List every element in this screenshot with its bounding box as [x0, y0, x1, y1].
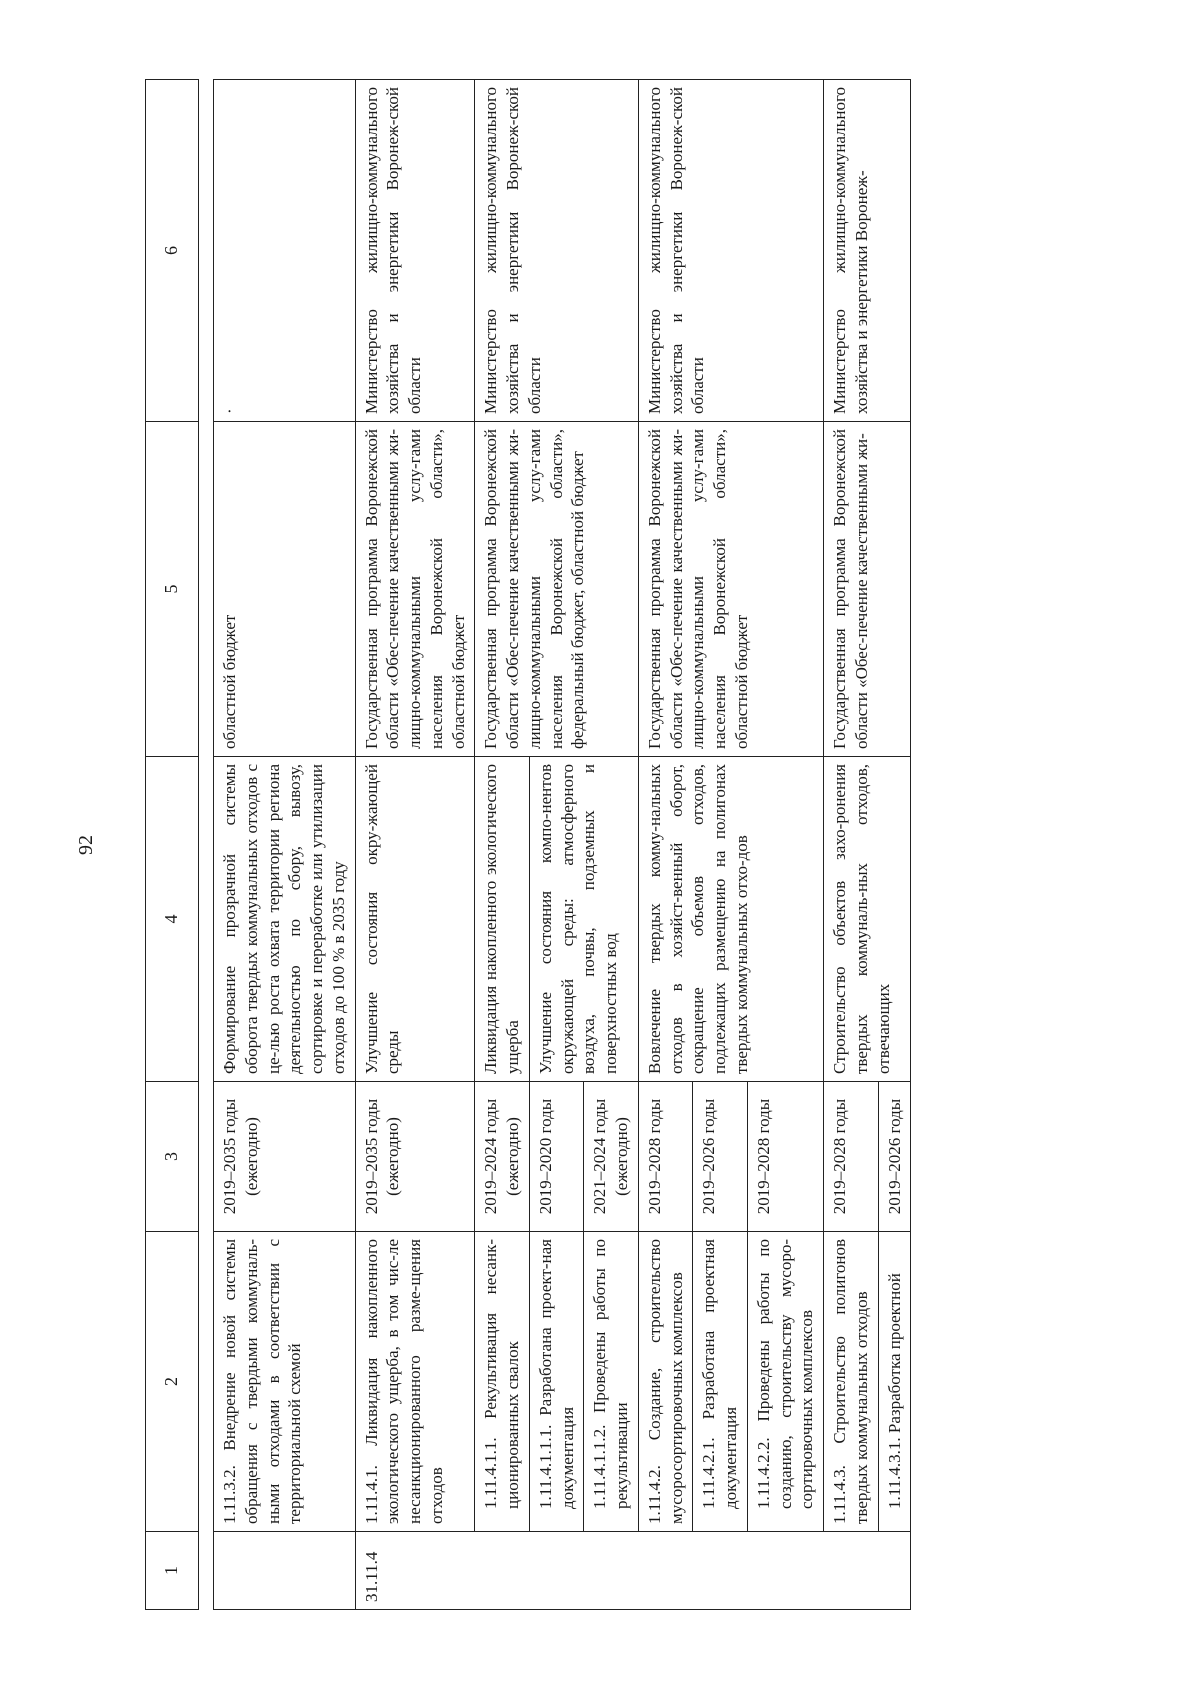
- cell-measure: 1.11.4.1.1. Рекультивация несанк-ционированных свалок: [475, 1232, 530, 1532]
- header-col-2: 2: [146, 1232, 199, 1532]
- table-row: [355, 80, 475, 1610]
- measures-table: [145, 79, 911, 1610]
- cell-period: 2019–2035 годы (ежегодно): [214, 1082, 356, 1232]
- cell-executor: Министерство жилищно-коммунального хозяйства и энергетики Воронеж-ской области: [638, 80, 823, 422]
- header-col-1: 1: [146, 1532, 199, 1610]
- cell-executor: Министерство жилищно-коммунального хозяйства и энергетики Воронеж-ской области: [475, 80, 639, 422]
- cell-period: 2019–2026 годы: [878, 1082, 911, 1232]
- cell-measure: 1.11.4.3. Строительство полигонов твердых коммунальных отходов: [824, 1232, 879, 1532]
- header-col-5: 5: [146, 422, 199, 757]
- table-row: [824, 80, 879, 1610]
- cell-source: Государственная программа Воронежской области «Обес-печение качественными жи-лищно-коммунальными услу-гами населения Воронежской области», областной бюджет: [355, 422, 475, 757]
- table-row: [475, 80, 530, 1610]
- table-row: [638, 80, 693, 1610]
- cell-period: 2019–2028 годы: [824, 1082, 879, 1232]
- cell-result: Формирование прозрачной системы оборота твердых коммунальных отходов с це-лью роста охвата территории региона деятельностью по сбору, вывозу, сортировке и переработке или утилизации отходов до 100 % в 2035 году: [214, 757, 356, 1082]
- page-number: 92: [75, 835, 97, 855]
- cell-measure: 1.11.4.1.1.1. Разработана проект-ная документация: [529, 1232, 584, 1532]
- header-col-6: 6: [146, 80, 199, 422]
- cell-result: Вовлечение твердых комму-нальных отходов в хозяйст-венный оборот, сокращение объемов отходов, подлежащих размещению на полигонах твердых коммунальных отхо-дов: [638, 757, 823, 1082]
- header-gap: [199, 80, 214, 1610]
- cell-period: 2019–2028 годы: [747, 1082, 823, 1232]
- cell-source: Государственная программа Воронежской области «Обес-печение качественными жи-лищно-коммунальными услу-гами населения Воронежской области», федеральный бюджет, областной бюджет: [475, 422, 639, 757]
- cell-result: Строительство объектов захо-ронения твердых коммуналь-ных отходов, отвечающих: [824, 757, 911, 1082]
- cell-period: 2019–2028 годы: [638, 1082, 693, 1232]
- cell-measure: 1.11.4.2.2. Проведены работы по созданию, строительству мусоро-сортировочных комплексов: [747, 1232, 823, 1532]
- cell-executor: Министерство жилищно-коммунального хозяйства и энергетики Воронеж-: [824, 80, 911, 422]
- header-col-4: 4: [146, 757, 199, 1082]
- table-row: [214, 80, 356, 1610]
- cell-measure: 1.11.3.2. Внедрение новой системы обращения с твердыми коммуналь-ными отходами в соответствии с территориальной схемой: [214, 1232, 356, 1532]
- cell-number: [214, 1532, 356, 1610]
- cell-period: 2021–2024 годы (ежегодно): [584, 1082, 639, 1232]
- cell-result: Улучшение состояния окру-жающей среды: [355, 757, 475, 1082]
- cell-period: 2019–2026 годы: [693, 1082, 748, 1232]
- cell-measure: 1.11.4.3.1. Разработка проектной: [878, 1232, 911, 1532]
- cell-executor: Министерство жилищно-коммунального хозяйства и энергетики Воронеж-ской области: [355, 80, 475, 422]
- header-row: [146, 80, 199, 1610]
- cell-result: Улучшение состояния компо-нентов окружающей среды: атмосферного воздуха, почвы, подземных и поверхностных вод: [529, 757, 638, 1082]
- cell-measure: 1.11.4.1. Ликвидация накопленного экологического ущерба, в том чис-ле несанкционированного разме-щения отходов: [355, 1232, 475, 1532]
- cell-measure: 1.11.4.2. Создание, строительство мусоросортировочных комплексов: [638, 1232, 693, 1532]
- cell-number: 31.11.4: [355, 1532, 911, 1610]
- cell-result: Ликвидация накопленного экологического ущерба: [475, 757, 530, 1082]
- cell-measure: 1.11.4.1.1.2. Проведены работы по рекультивации: [584, 1232, 639, 1532]
- cell-source: областной бюджет: [214, 422, 356, 757]
- cell-executor: ·: [214, 80, 356, 422]
- rotated-page: [75, 80, 1105, 1610]
- cell-period: 2019–2024 годы (ежегодно): [475, 1082, 530, 1232]
- cell-source: Государственная программа Воронежской области «Обес-печение качественными жи-лищно-коммунальными услу-гами населения Воронежской области», областной бюджет: [638, 422, 823, 757]
- cell-period: 2019–2020 годы: [529, 1082, 584, 1232]
- cell-period: 2019–2035 годы (ежегодно): [355, 1082, 475, 1232]
- cell-measure: 1.11.4.2.1. Разработана проектная документация: [693, 1232, 748, 1532]
- cell-source: Государственная программа Воронежской области «Обес-печение качественными жи-: [824, 422, 911, 757]
- header-col-3: 3: [146, 1082, 199, 1232]
